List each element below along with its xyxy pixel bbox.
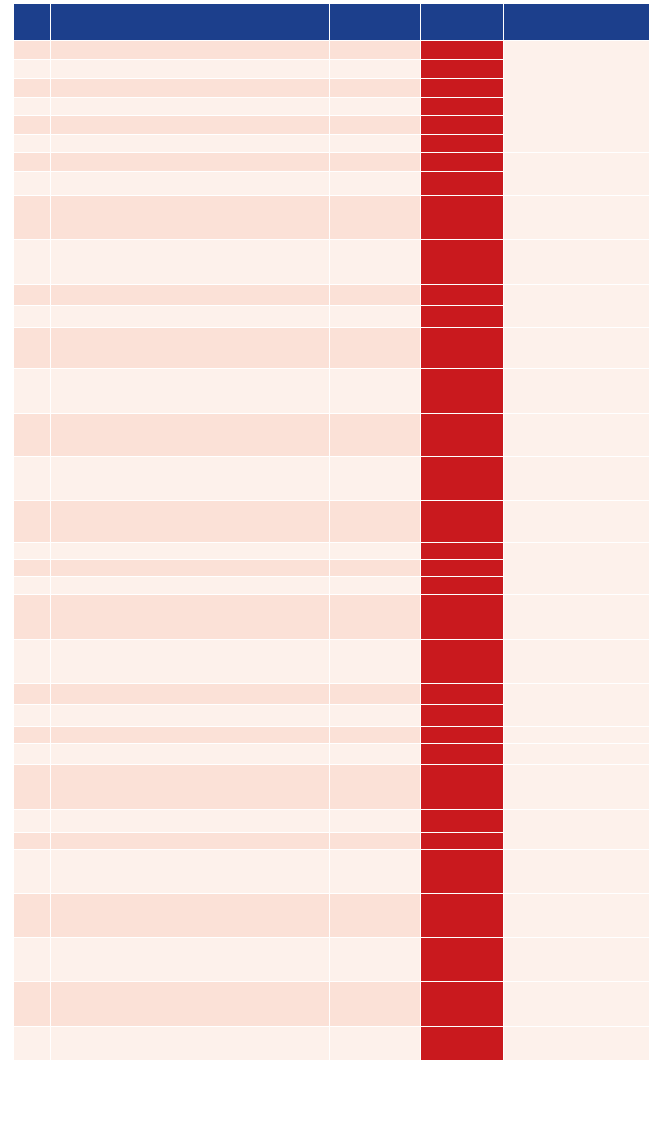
table-row [14, 894, 650, 938]
row-score [421, 328, 504, 369]
table-row [14, 196, 650, 240]
row-score [421, 810, 504, 833]
header-major-name [51, 4, 330, 41]
row-major-name [51, 414, 330, 457]
row-major-name [51, 765, 330, 810]
row-major-name [51, 833, 330, 850]
header-score [421, 4, 504, 41]
table-row [14, 414, 650, 457]
row-major-name [51, 705, 330, 727]
table-row [14, 240, 650, 285]
row-combination [504, 850, 650, 894]
row-score [421, 850, 504, 894]
row-combination [504, 153, 650, 196]
row-major-name [51, 116, 330, 135]
table-row [14, 727, 650, 744]
row-major-name [51, 595, 330, 640]
row-major-code [330, 414, 421, 457]
table-row [14, 328, 650, 369]
row-score [421, 285, 504, 306]
row-combination [504, 640, 650, 684]
row-major-name [51, 982, 330, 1027]
row-major-name [51, 810, 330, 833]
row-stt [14, 196, 51, 240]
row-stt [14, 369, 51, 414]
row-stt [14, 560, 51, 577]
table-row [14, 938, 650, 982]
row-stt [14, 727, 51, 744]
table-row [14, 765, 650, 810]
row-major-code [330, 684, 421, 705]
row-combination [504, 595, 650, 640]
row-stt [14, 1027, 51, 1061]
table-row [14, 640, 650, 684]
row-major-name [51, 543, 330, 560]
table-row [14, 457, 650, 501]
row-score [421, 705, 504, 727]
row-major-name [51, 369, 330, 414]
row-stt [14, 328, 51, 369]
row-score [421, 501, 504, 543]
row-major-code [330, 60, 421, 79]
table-row [14, 41, 650, 60]
row-major-code [330, 79, 421, 98]
header-stt [14, 4, 51, 41]
row-score [421, 60, 504, 79]
row-score [421, 369, 504, 414]
row-major-code [330, 196, 421, 240]
row-combination [504, 765, 650, 810]
row-score [421, 894, 504, 938]
row-combination [504, 285, 650, 328]
row-stt [14, 306, 51, 328]
row-score [421, 543, 504, 560]
row-combination [504, 240, 650, 285]
row-combination [504, 938, 650, 982]
row-major-code [330, 640, 421, 684]
row-major-name [51, 850, 330, 894]
row-combination [504, 894, 650, 938]
row-score [421, 41, 504, 60]
row-major-name [51, 41, 330, 60]
row-score [421, 98, 504, 116]
row-score [421, 457, 504, 501]
row-stt [14, 135, 51, 153]
row-score [421, 684, 504, 705]
row-score [421, 414, 504, 457]
row-major-code [330, 306, 421, 328]
row-major-name [51, 240, 330, 285]
table-row [14, 982, 650, 1027]
row-major-code [330, 543, 421, 560]
row-stt [14, 60, 51, 79]
row-major-code [330, 894, 421, 938]
row-major-code [330, 765, 421, 810]
row-combination [504, 414, 650, 457]
row-combination [504, 543, 650, 595]
row-major-name [51, 60, 330, 79]
row-stt [14, 501, 51, 543]
admission-table [13, 3, 650, 1061]
table-row [14, 501, 650, 543]
row-stt [14, 153, 51, 172]
row-major-code [330, 369, 421, 414]
row-major-code [330, 595, 421, 640]
row-combination [504, 457, 650, 501]
row-major-code [330, 744, 421, 765]
row-score [421, 640, 504, 684]
row-major-name [51, 172, 330, 196]
row-score [421, 577, 504, 595]
row-major-code [330, 850, 421, 894]
row-stt [14, 810, 51, 833]
row-combination [504, 196, 650, 240]
row-score [421, 560, 504, 577]
row-major-name [51, 328, 330, 369]
row-score [421, 240, 504, 285]
row-stt [14, 894, 51, 938]
row-score [421, 196, 504, 240]
table-row [14, 744, 650, 765]
row-major-code [330, 135, 421, 153]
row-combination [504, 744, 650, 765]
row-combination [504, 684, 650, 727]
row-combination [504, 982, 650, 1027]
row-stt [14, 116, 51, 135]
row-major-name [51, 79, 330, 98]
table-row [14, 285, 650, 306]
table-row [14, 543, 650, 560]
row-major-name [51, 98, 330, 116]
row-major-name [51, 306, 330, 328]
header-combination [504, 4, 650, 41]
row-major-name [51, 894, 330, 938]
row-combination [504, 810, 650, 850]
table-row [14, 850, 650, 894]
table-row [14, 153, 650, 172]
row-major-name [51, 285, 330, 306]
row-stt [14, 41, 51, 60]
row-stt [14, 744, 51, 765]
row-major-code [330, 172, 421, 196]
row-major-code [330, 560, 421, 577]
row-stt [14, 982, 51, 1027]
row-stt [14, 98, 51, 116]
row-stt [14, 833, 51, 850]
row-major-code [330, 41, 421, 60]
table-row [14, 369, 650, 414]
row-major-code [330, 153, 421, 172]
row-score [421, 833, 504, 850]
table-row [14, 595, 650, 640]
row-stt [14, 543, 51, 560]
row-stt [14, 684, 51, 705]
table-row [14, 1027, 650, 1061]
row-combination [504, 41, 650, 153]
row-major-name [51, 938, 330, 982]
row-stt [14, 240, 51, 285]
row-score [421, 153, 504, 172]
row-major-name [51, 135, 330, 153]
table-header-row [14, 4, 650, 41]
row-major-code [330, 116, 421, 135]
table-row [14, 810, 650, 833]
row-score [421, 172, 504, 196]
row-stt [14, 595, 51, 640]
row-major-name [51, 1027, 330, 1061]
row-major-name [51, 501, 330, 543]
row-score [421, 135, 504, 153]
row-major-code [330, 501, 421, 543]
row-stt [14, 79, 51, 98]
row-major-code [330, 810, 421, 833]
row-major-name [51, 727, 330, 744]
row-major-name [51, 153, 330, 172]
row-major-code [330, 98, 421, 116]
row-major-name [51, 457, 330, 501]
row-major-code [330, 1027, 421, 1061]
row-score [421, 938, 504, 982]
row-stt [14, 457, 51, 501]
row-score [421, 727, 504, 744]
row-score [421, 79, 504, 98]
row-score [421, 1027, 504, 1061]
row-major-code [330, 285, 421, 306]
row-stt [14, 765, 51, 810]
row-score [421, 982, 504, 1027]
row-major-name [51, 640, 330, 684]
row-combination [504, 1027, 650, 1061]
row-score [421, 116, 504, 135]
row-major-code [330, 457, 421, 501]
row-major-name [51, 684, 330, 705]
row-major-code [330, 577, 421, 595]
row-score [421, 595, 504, 640]
row-major-code [330, 727, 421, 744]
row-stt [14, 705, 51, 727]
row-combination [504, 369, 650, 414]
row-major-name [51, 560, 330, 577]
row-major-name [51, 577, 330, 595]
row-stt [14, 577, 51, 595]
row-major-code [330, 328, 421, 369]
row-combination [504, 727, 650, 744]
row-major-code [330, 705, 421, 727]
row-combination [504, 328, 650, 369]
row-major-code [330, 982, 421, 1027]
row-stt [14, 640, 51, 684]
row-stt [14, 850, 51, 894]
row-major-code [330, 938, 421, 982]
table-row [14, 684, 650, 705]
row-combination [504, 501, 650, 543]
row-score [421, 744, 504, 765]
row-major-name [51, 744, 330, 765]
row-stt [14, 414, 51, 457]
row-major-code [330, 833, 421, 850]
header-major-code [330, 4, 421, 41]
row-stt [14, 172, 51, 196]
row-major-name [51, 196, 330, 240]
row-stt [14, 285, 51, 306]
row-score [421, 765, 504, 810]
table-body [14, 41, 650, 1061]
row-score [421, 306, 504, 328]
row-major-code [330, 240, 421, 285]
row-stt [14, 938, 51, 982]
